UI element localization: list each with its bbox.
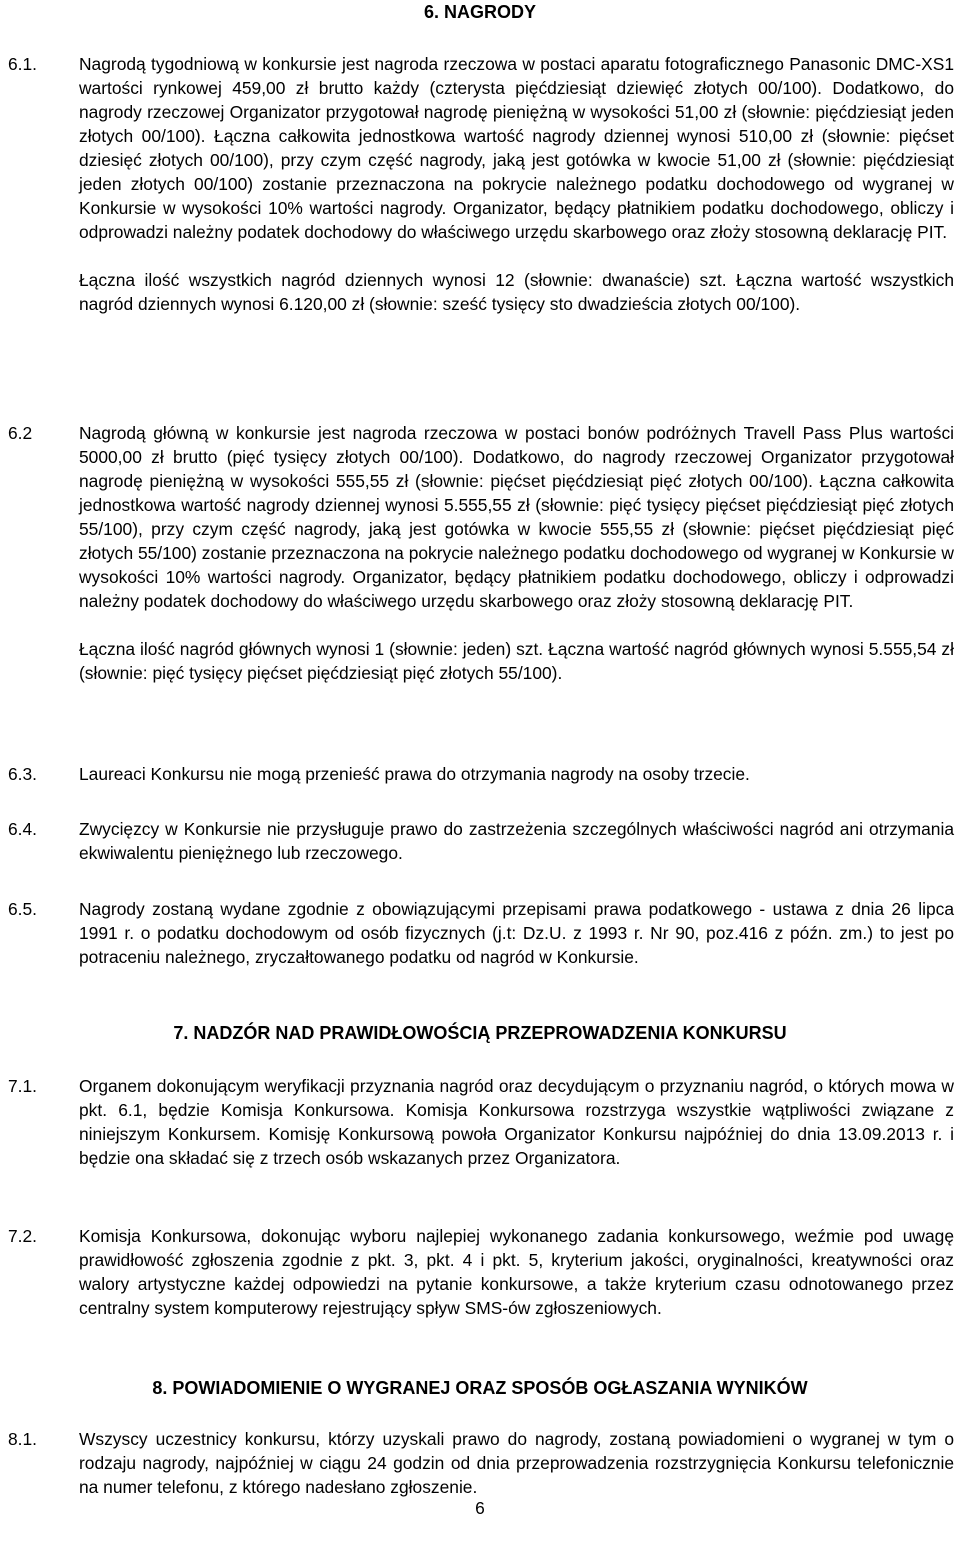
clause-paragraph: Laureaci Konkursu nie mogą przenieść prawa do otrzymania nagrody na osoby trzecie. <box>79 764 750 784</box>
clause-body <box>79 1074 954 1170</box>
section-heading-8: 8. POWIADOMIENIE O WYGRANEJ ORAZ SPOSÓB OGŁASZANIA WYNIKÓW <box>152 1378 808 1398</box>
clause-body <box>79 1427 954 1499</box>
clause-number: 6.2 <box>8 423 33 443</box>
clause-paragraph: Komisja Konkursowa, dokonując wyboru najlepiej wykonanego zadania konkursowego, weźmie pod uwagę prawidłowość zgłoszenia zgodnie z pkt. 3, pkt. 4 i pkt. 5, kryterium jakości, oryginalności, kreatywności oraz walory artystyczne każdej odpowiedzi na pytanie konkursowe, a także kryterium czasu odnotowanego przez centralny system komputerowy rejestrujący spływ SMS-ów zgłoszeniowych. <box>79 1226 954 1318</box>
page-number: 6 <box>475 1498 485 1518</box>
clause-number: 6.5. <box>8 899 38 919</box>
clause-number: 7.1. <box>8 1076 38 1096</box>
clause-body <box>79 52 954 316</box>
section-heading-7: 7. NADZÓR NAD PRAWIDŁOWOŚCIĄ PRZEPROWADZENIA KONKURSU <box>173 1023 787 1043</box>
clause-paragraph: Organem dokonującym weryfikacji przyznania nagród oraz decydującym o przyznaniu nagród, o których mowa w pkt. 6.1, będzie Komisja Konkursowa. Komisja Konkursowa rozstrzyga wszystkie wątpliwości związane z niniejszym Konkursem. Komisję Konkursową powoła Organizator Konkursu najpóźniej do dnia 13.09.2013 r. i będzie ona składać się z trzech osób wskazanych przez Organizatora. <box>79 1076 954 1168</box>
clause-paragraph: Zwycięzcy w Konkursie nie przysługuje prawo do zastrzeżenia szczególnych właściwości nagród ani otrzymania ekwiwalentu pieniężnego lub rzeczowego. <box>79 819 954 863</box>
clause-body <box>79 421 954 685</box>
clause-number: 6.4. <box>8 819 38 839</box>
clause-number: 8.1. <box>8 1429 38 1449</box>
clause-body <box>79 897 954 969</box>
clause-paragraph: Łączna ilość wszystkich nagród dziennych wynosi 12 (słownie: dwanaście) szt. Łączna wartość wszystkich nagród dziennych wynosi 6.120,00 zł (słownie: sześć tysięcy sto dwadzieścia złotych 00/100). <box>79 270 954 314</box>
clause-paragraph: Łączna ilość nagród głównych wynosi 1 (słownie: jeden) szt. Łączna wartość nagród głównych wynosi 5.555,54 zł (słownie: pięć tysięcy pięćset pięćdziesiąt pięć złotych 55/100). <box>79 639 954 683</box>
section-heading-6: 6. NAGRODY <box>423 2 537 22</box>
clause-number: 6.3. <box>8 764 38 784</box>
clause-body <box>79 762 954 786</box>
clause-paragraph: Nagrody zostaną wydane zgodnie z obowiązującymi przepisami prawa podatkowego - ustawa z dnia 26 lipca 1991 r. o podatku dochodowym od osób fizycznych (j.t: Dz.U. z 1993 r. Nr 90, poz.416 z późn. zm.) to jest po potraceniu należnego, zryczałtowanego podatku od nagród w Konkursie. <box>79 899 954 967</box>
clause-paragraph: Wszyscy uczestnicy konkursu, którzy uzyskali prawo do nagrody, zostaną powiadomieni o wygranej w tym o rodzaju nagrody, najpóźniej w ciągu 24 godzin od dnia przeprowadzenia rozstrzygnięcia Konkursu telefonicznie na numer telefonu, z którego nadesłano zgłoszenie. <box>79 1429 954 1497</box>
clause-number: 6.1. <box>8 54 38 74</box>
clause-paragraph: Nagrodą główną w konkursie jest nagroda rzeczowa w postaci bonów podróżnych Travell Pass Plus wartości 5000,00 zł brutto (pięć tysięcy złotych 00/100). Dodatkowo, do nagrody rzeczowej Organizator przygotował nagrodę pieniężną w wysokości 555,55 zł (słownie: pięćset pięćdziesiąt pięć złotych 00/100). Łączna całkowita jednostkowa wartość nagrody dziennej wynosi 5.555,55 zł (słownie: pięć tysięcy pięćset pięćdziesiąt pięć złotych 55/100), przy czym część nagrody, jaką jest gotówka w kwocie 555,55 zł (słownie: pięćset pięćdziesiąt pięć złotych 55/100) zostanie przeznaczona na pokrycie należnego podatku dochodowego od wygranej w Konkursie w wysokości 10% wartości nagrody. Organizator, będący płatnikiem podatku dochodowego, obliczy i odprowadzi należny podatek dochodowy do właściwego urzędu skarbowego oraz złoży stosowną deklarację PIT. <box>79 423 954 611</box>
clause-paragraph: Nagrodą tygodniową w konkursie jest nagroda rzeczowa w postaci aparatu fotograficznego Panasonic DMC-XS1 wartości rynkowej 459,00 zł brutto każdy (czterysta pięćdziesiąt dziewięć złotych 00/100). Dodatkowo, do nagrody rzeczowej Organizator przygotował nagrodę pieniężną w wysokości 51,00 zł (słownie: pięćdziesiąt jeden złotych 00/100). Łączna całkowita jednostkowa wartość nagrody dziennej wynosi 510,00 zł (słownie: pięćset dziesięć złotych 00/100), przy czym część nagrody, jaką jest gotówka w kwocie 51,00 zł (słownie: pięćdziesiąt jeden złotych 00/100) zostanie przeznaczona na pokrycie należnego podatku dochodowego od wygranej w Konkursie w wysokości 10% wartości nagrody. Organizator, będący płatnikiem podatku dochodowego, obliczy i odprowadzi należny podatek dochodowy do właściwego urzędu skarbowego oraz złoży stosowną deklarację PIT. <box>79 54 954 242</box>
clause-body <box>79 1224 954 1320</box>
clause-body <box>79 817 954 865</box>
clause-number: 7.2. <box>8 1226 38 1246</box>
